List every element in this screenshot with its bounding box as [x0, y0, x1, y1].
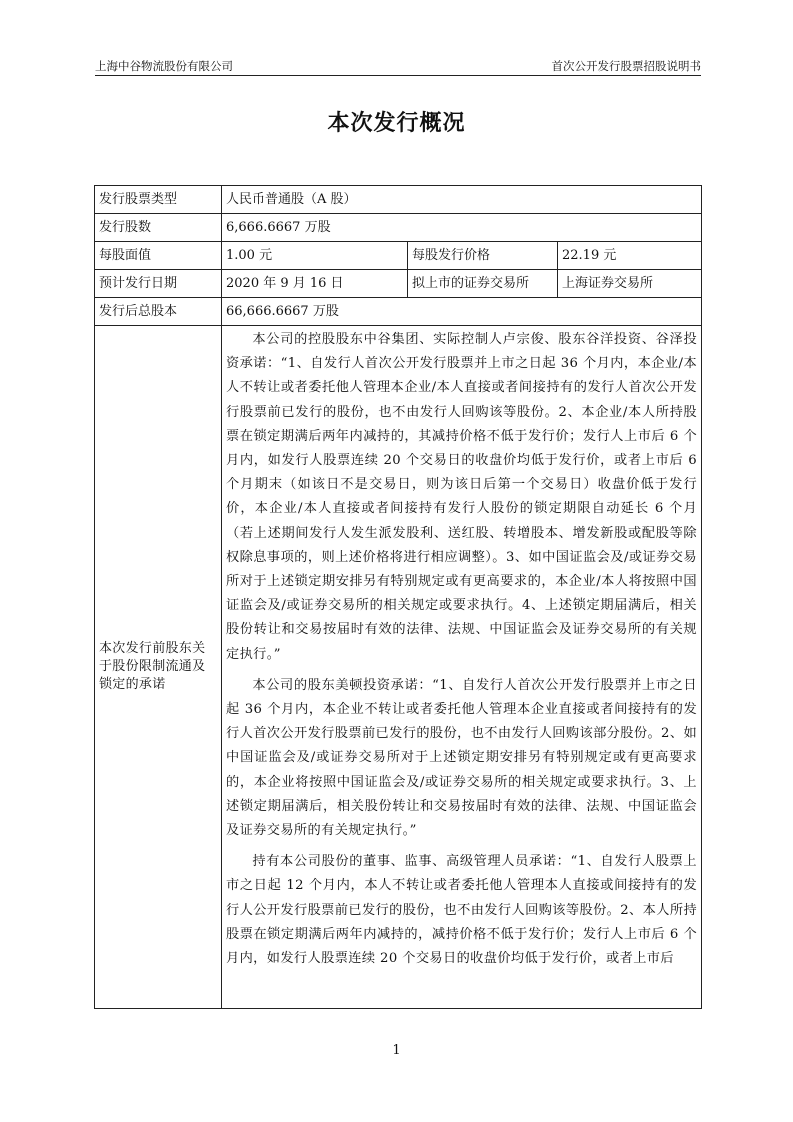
lockup-paragraph-directors: 持有本公司股份的董事、监事、高级管理人员承诺：“1、自发行人股票上市之日起 12 个月内，本人不转让或者委托他人管理本人直接或间接持有的发行人公开发行股票前已发行的股份，也不由发行人回购该等股份。2、本人所持股票在锁定期满后两年内减持的，减持价格不低于发行价；发行人上市后 6 个月内，如发行人股票连续 20 个交易日的收盘价均低于发行价，或者上市后 — [226, 854, 698, 967]
issue-price-value: 22.19 元 — [558, 242, 702, 270]
total-shares-value: 66,666.6667 万股 — [222, 298, 702, 326]
page-header — [95, 55, 701, 76]
page-number: 1 — [392, 1043, 401, 1058]
table-row — [95, 270, 702, 298]
exchange-label: 拟上市的证券交易所 — [408, 270, 558, 298]
header-document-title: 首次公开发行股票招股说明书 — [551, 59, 701, 73]
lockup-label: 本次发行前股东关于股份限制流通及锁定的承诺 — [99, 641, 206, 692]
issue-date-value: 2020 年 9 月 16 日 — [222, 270, 408, 298]
offering-overview-table — [94, 185, 702, 1009]
issue-date-label: 预计发行日期 — [95, 270, 222, 298]
lockup-paragraph-controlling-shareholder: 本公司的控股股东中谷集团、实际控制人卢宗俊、股东谷洋投资、谷泽投资承诺：“1、自发行人首次公开发行股票并上市之日起 36 个月内，本企业/本人不转让或者委托他人管理本企业/本人直接或者间接持有的发行人首次公开发行股票前已发行的股份，也不由发行人回购该等股份。2、本企业/本人所持股票在锁定期满后两年内减持的，其减持价格不低于发行价；发行人上市后 6 个月内，如发行人股票连续 20 个交易日的收盘价均低于发行价，或者上市后 6 个月期末（如该日不是交易日，则为该日后第一个交易日）收盘价低于发行价，本企业/本人直接或者间接持有发行人股份的锁定期限自动延长 6 个月（若上述期间发行人发生派发股利、送红股、转增股本、增发新股或配股等除权除息事项的，则上述价格将进行相应调整）。3、如中国证监会及/或证券交易所对于上述锁定期安排另有特别规定或有更高要求的，本企业/本人将按照中国证监会及/或证券交易所的相关规定或要求执行。4、上述锁定期届满后，相关股份转让和交易按届时有效的法律、法规、中国证监会及证券交易所的有关规定执行。” — [226, 332, 698, 662]
issue-shares-label: 发行股数 — [95, 214, 222, 242]
page-title: 本次发行概况 — [327, 110, 466, 136]
table-row — [95, 214, 702, 242]
par-value-value: 1.00 元 — [222, 242, 408, 270]
lockup-paragraph-meidun: 本公司的股东美顿投资承诺：“1、自发行人首次公开发行股票并上市之日起 36 个月内，本企业不转让或者委托他人管理本企业直接或者间接持有的发行人首次公开发行股票前已发行的股份，也不由发行人回购该部分股份。2、如中国证监会及/或证券交易所对于上述锁定期安排另有特别规定或有更高要求的，本企业将按照中国证监会及/或证券交易所的相关规定或要求执行。3、上述锁定期届满后，相关股份转让和交易按届时有效的法律、法规、中国证监会及证券交易所的有关规定执行。” — [226, 677, 698, 839]
table-row — [95, 326, 702, 1009]
issue-price-label: 每股发行价格 — [408, 242, 558, 270]
total-shares-label: 发行后总股本 — [95, 298, 222, 326]
issue-shares-value: 6,666.6667 万股 — [222, 214, 702, 242]
par-value-label: 每股面值 — [95, 242, 222, 270]
header-company: 上海中谷物流股份有限公司 — [95, 59, 233, 73]
stock-type-value: 人民币普通股（A 股） — [222, 186, 702, 214]
lockup-label-cell — [95, 326, 222, 1009]
table-row — [95, 242, 702, 270]
table-row — [95, 186, 702, 214]
table-row — [95, 298, 702, 326]
exchange-value: 上海证券交易所 — [558, 270, 702, 298]
stock-type-label: 发行股票类型 — [95, 186, 222, 214]
lockup-content-cell — [222, 326, 702, 1009]
